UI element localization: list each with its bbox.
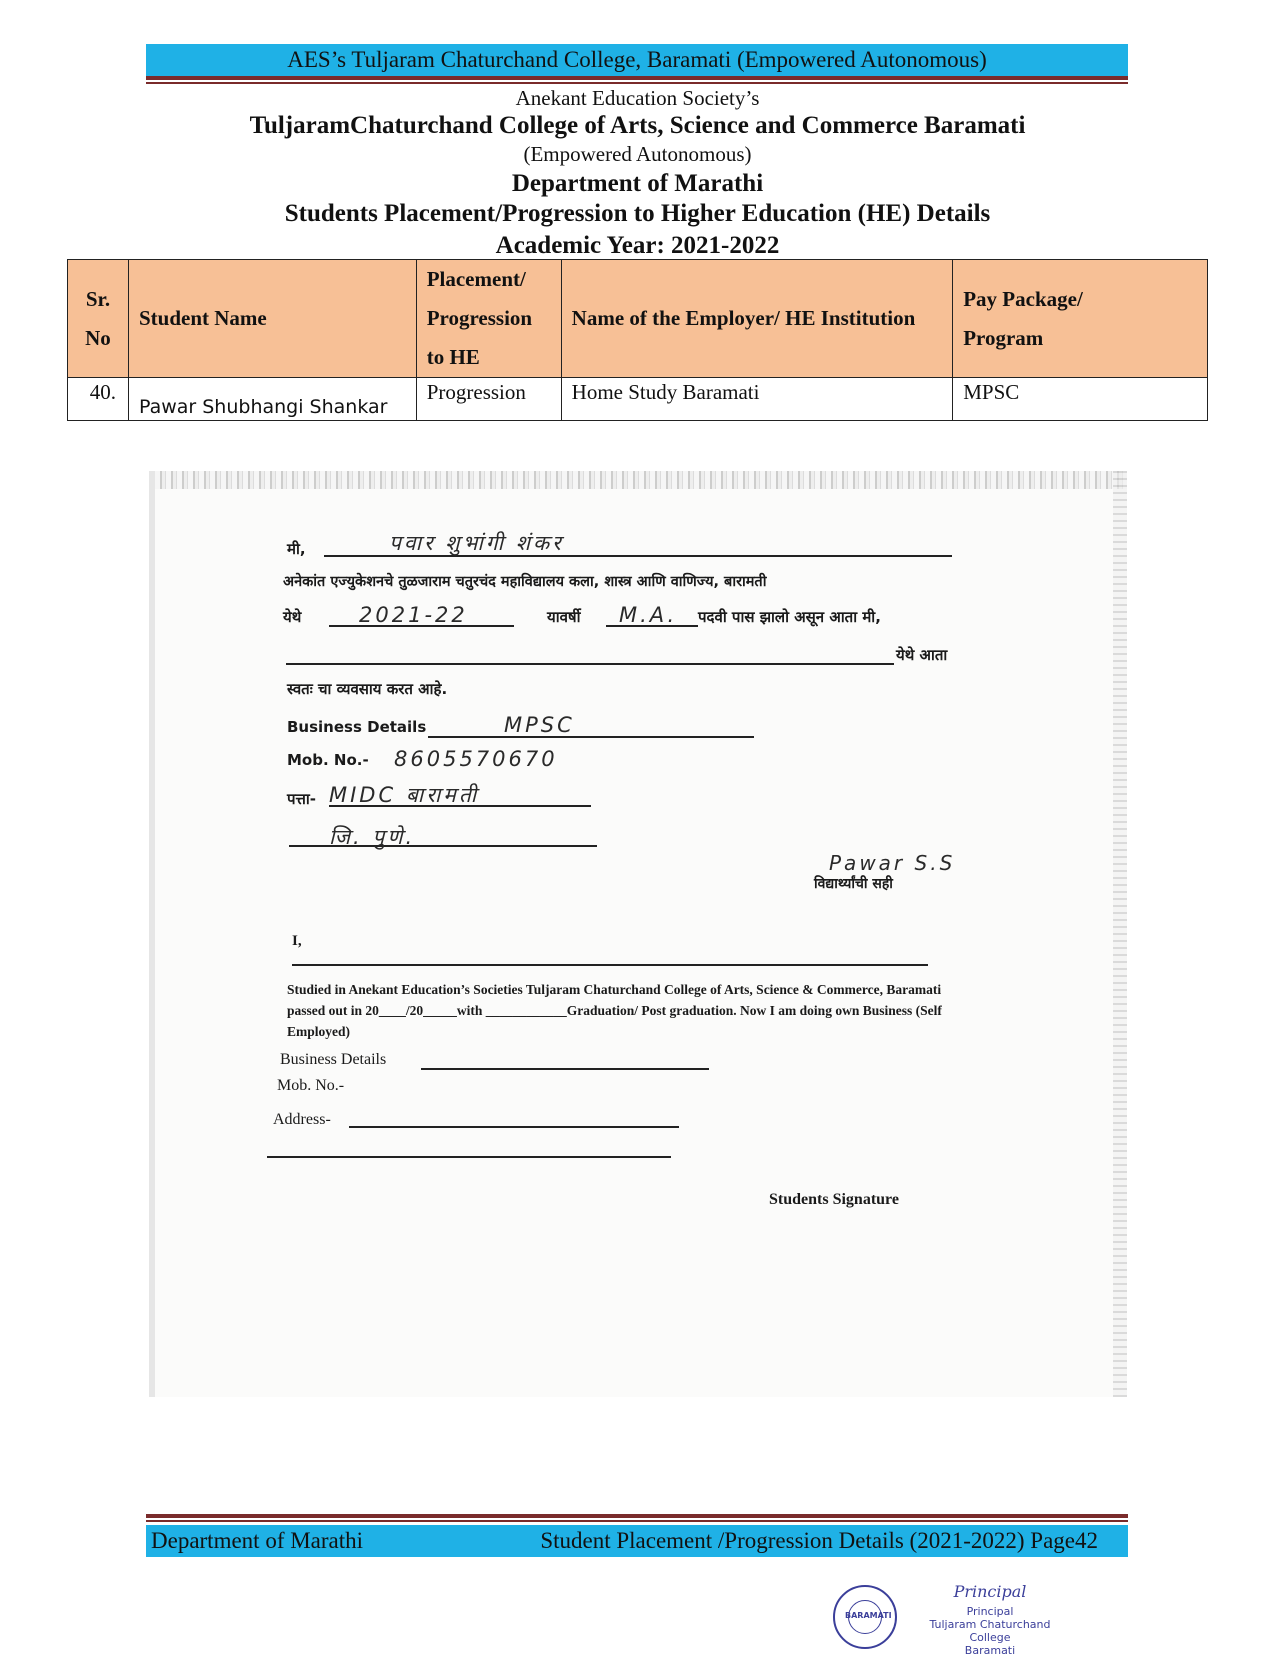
autonomy-status: (Empowered Autonomous)	[523, 142, 752, 166]
college-name: TuljaramChaturchand College of Arts, Science and Commerce Baramati	[249, 112, 1026, 139]
scan-edge	[149, 471, 155, 1397]
table-row	[68, 378, 1208, 421]
form-degree-handwritten: M.A.	[619, 603, 678, 627]
form-business-label: Business Details	[287, 718, 427, 736]
header-rule-thin	[146, 82, 1128, 84]
form-english-business-label: Business Details	[280, 1051, 387, 1068]
cell-employer: Home Study Baramati	[561, 378, 953, 421]
header-banner: AES’s Tuljaram Chaturchand College, Baramati (Empowered Autonomous)	[146, 44, 1128, 76]
form-address-label: पत्ता-	[287, 790, 316, 808]
form-mob-label: Mob. No.-	[287, 751, 369, 769]
form-english-signature-label: Students Signature	[769, 1191, 899, 1208]
college-seal-icon	[833, 1585, 897, 1649]
form-english-address-label: Address-	[273, 1111, 331, 1128]
scanned-form	[149, 471, 1127, 1397]
page-title: Students Placement/Progression to Higher Education (HE) Details	[284, 200, 991, 227]
header-pay-package: Pay Package/ Program	[953, 260, 1208, 378]
form-english-mob-label: Mob. No.-	[277, 1077, 345, 1094]
form-name-handwritten: पवार शुभांगी शंकर	[389, 531, 564, 555]
header-placement: Placement/ Progression to HE	[416, 260, 561, 378]
form-marathi-line3: स्वतः चा व्यवसाय करत आहे.	[287, 680, 448, 698]
form-business-handwritten: MPSC	[504, 713, 575, 737]
form-yethe-ata: येथे आता	[896, 646, 948, 664]
form-english-business-line	[421, 1068, 709, 1070]
form-yavarshi: यावर्षी	[547, 608, 581, 626]
form-blank-line	[286, 663, 894, 665]
form-address-handwritten1: MIDC बारामती	[329, 783, 480, 807]
footer-rule	[146, 1514, 1128, 1518]
footer-department: Department of Marathi	[151, 1528, 364, 1553]
table-header-row	[68, 260, 1208, 378]
header-sr-no: Sr. No	[68, 260, 129, 378]
form-signature-label: विद्यार्थ्यांची सही	[814, 876, 893, 892]
form-yethe: येथे	[283, 608, 302, 626]
academic-year: Academic Year: 2021-2022	[495, 232, 780, 259]
form-mob-handwritten: 8605570670	[394, 747, 558, 771]
form-i-label: I,	[292, 933, 302, 949]
footer-banner	[146, 1525, 1128, 1557]
principal-signature	[920, 1582, 1060, 1657]
form-english-address-line1	[349, 1126, 679, 1128]
scan-noise	[149, 471, 1127, 489]
header-student-name: Student Name	[128, 260, 416, 378]
cell-student-name: Pawar Shubhangi Shankar	[128, 378, 416, 421]
principal-handwritten-sign: Principal	[953, 1582, 1027, 1601]
form-signature-handwritten: Pawar S.S	[829, 851, 956, 875]
form-marathi-line1: अनेकांत एज्युकेशनचे तुळजाराम चतुरचंद महाविद्यालय कला, शास्त्र आणि वाणिज्य, बारामती	[283, 574, 767, 590]
scan-edge	[1113, 471, 1127, 1397]
form-address-handwritten2: जि. पुणे.	[329, 825, 416, 849]
cell-pay-package: MPSC	[953, 378, 1208, 421]
seal-text: BARAMATI	[845, 1611, 892, 1620]
form-english-address-line2	[267, 1156, 671, 1158]
form-mi-label: मी,	[287, 540, 306, 558]
cell-sr: 40.	[68, 378, 129, 421]
header-rule	[146, 76, 1128, 80]
form-year-handwritten: 2021-22	[359, 603, 468, 627]
form-business-line	[428, 736, 754, 738]
placement-table	[67, 259, 1208, 421]
footer-page-info: Student Placement /Progression Details (2021-2022) Page42	[540, 1528, 1098, 1553]
principal-title: Principal	[966, 1605, 1014, 1618]
department-name: Department of Marathi	[511, 170, 764, 197]
society-name: Anekant Education Society’s	[515, 86, 760, 110]
principal-college: Tuljaram Chaturchand College	[929, 1618, 1051, 1644]
form-marathi-line2: पदवी पास झालो असून आता मी,	[698, 608, 881, 626]
header-employer: Name of the Employer/ HE Institution	[561, 260, 953, 378]
cell-placement: Progression	[416, 378, 561, 421]
form-i-line	[292, 964, 928, 966]
form-english-paragraph: Studied in Anekant Education’s Societies Tuljaram Chaturchand College of Arts, Science & Commerce, Baramati passed out in 20____/20_____with ____________Graduation/ Post graduation. Now I am doing own Business (Self Employed)	[287, 982, 942, 1039]
principal-city: Baramati	[964, 1644, 1016, 1657]
footer-rule-thin	[146, 1520, 1128, 1522]
